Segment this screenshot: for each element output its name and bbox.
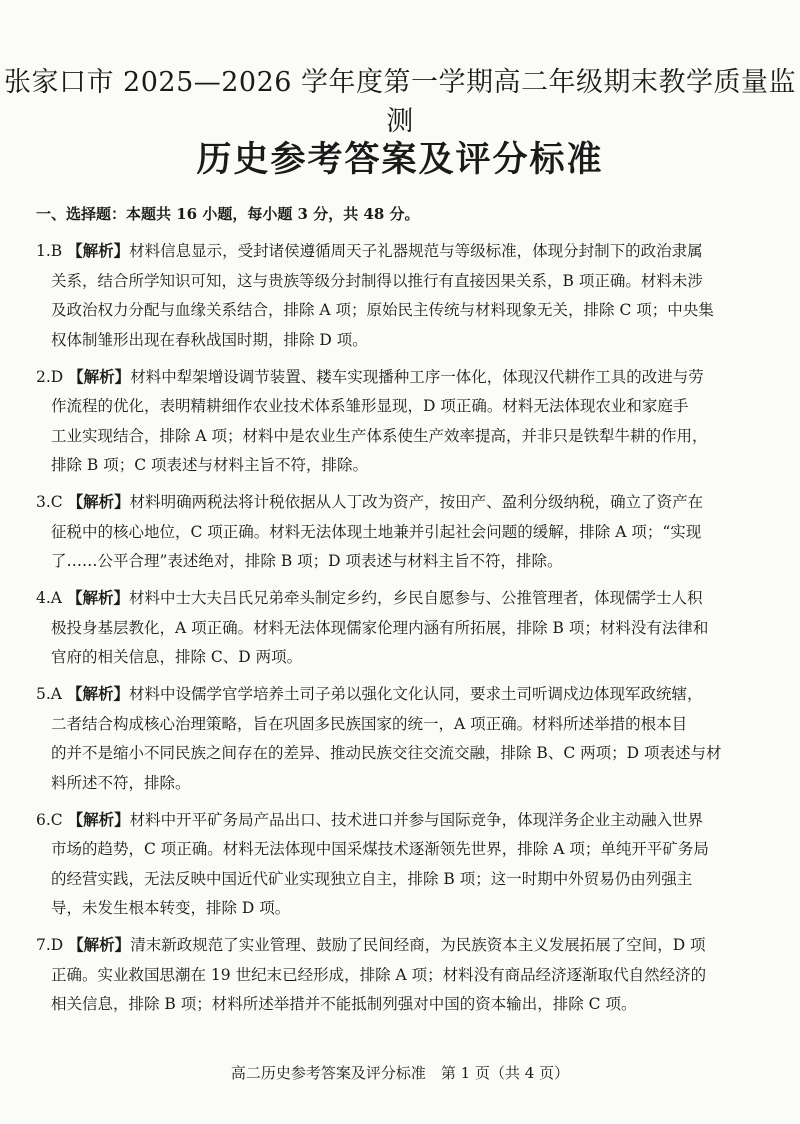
analysis-line: 了……公平合理”表述绝对，排除 B 项；D 项表述与材料主旨不符，排除。 [51,552,563,570]
answer-choice: C [50,810,63,829]
analysis-tag: 【解析】 [67,241,130,260]
analysis-text: 材料中士大夫吕氏兄弟牵头制定乡约，乡民自愿参与、公推管理者，体现儒学士人积 [128,589,703,607]
analysis-line: 征税中的核心地位，C 项正确。材料无法体现土地兼并引起社会问题的缓解，排除 A 项；“实现 [51,522,702,541]
analysis-line: 相关信息，排除 B 项；材料所述举措并不能抵制列强对中国的资本输出，排除 C 项。 [51,995,637,1013]
analysis-line: 料所述不符，排除。 [51,773,191,792]
analysis-tag: 【解析】 [66,684,129,703]
analysis-tag: 【解析】 [67,492,130,511]
analysis-line: 正确。实业救国思潮在 19 世纪末已经形成，排除 A 项；材料没有商品经济逐渐取代自然经济的 [51,965,707,984]
question-number: 5. [36,685,51,703]
analysis-line: 官府的相关信息，排除 C、D 两项。 [51,648,303,666]
question-number: 6. [36,810,51,829]
analysis-text: 材料中开平矿务局产品出口、技术进口并参与国际竞争，体现洋务企业主动融入世界 [129,810,704,829]
question-number: 1. [36,242,51,260]
analysis-line: 及政治权力分配与血缘关系结合，排除 A 项；原始民主传统与材料现象无关，排除 C 项；中央集 [51,301,714,319]
question-number: 2. [36,367,51,386]
analysis-line: 关系，结合所学知识可知，这与贵族等级分封制得以推行有直接因果关系，B 项正确。材料未涉 [51,271,703,290]
answer-choice: A [50,589,62,607]
answer-choice: D [50,367,64,386]
analysis-line: 工业实现结合，排除 A 项；材料中是农业生产体系使生产效率提高，并非只是铁犁牛耕的作用， [51,426,708,445]
question-number: 4. [36,589,51,607]
analysis-line: 极投身基层教化，A 项正确。材料无法体现儒家伦理内涵有所拓展，排除 B 项；材料没有法律和 [51,618,709,637]
analysis-line: 市场的趋势，C 项正确。材料无法体现中国采煤技术逐渐领先世界，排除 A 项；单纯开平矿务局 [51,840,709,858]
analysis-tag: 【解析】 [68,935,131,954]
answer-item [36,679,766,798]
answer-choice: C [50,493,63,511]
analysis-line: 的并不是缩小不同民族之间存在的差异、推动民族交往交流交融，排除 B、C 两项；D 项表述与材 [51,744,722,762]
analysis-text: 材料明确两税法将计税依据从人丁改为资产，按田产、盈利分级纳税，确立了资产在 [129,493,704,511]
question-number: 3. [36,493,51,511]
analysis-line: 的经营实践，无法反映中国近代矿业实现独立自主，排除 B 项；这一时期中外贸易仍由列强主 [51,869,693,888]
analysis-line: 排除 B 项；C 项表述与材料主旨不符，排除。 [51,456,369,474]
analysis-line: 权体制雏形出现在春秋战国时期，排除 D 项。 [51,330,368,349]
answer-item [36,362,766,481]
answer-item [36,236,766,355]
answer-item [36,805,766,924]
answer-choice: B [50,242,63,260]
question-number: 7. [36,936,51,954]
answer-item [36,930,766,1020]
analysis-tag: 【解析】 [66,588,129,607]
analysis-line: 导，未发生根本转变，排除 D 项。 [51,899,291,917]
section-heading: 一、选择题：本题共 16 小题，每小题 3 分，共 48 分。 [36,205,420,223]
analysis-line: 二者结合构成核心治理策略，旨在巩固多民族国家的统一，A 项正确。材料所述举措的根本目 [51,714,688,733]
analysis-line: 作流程的优化，表明精耕细作农业技术体系雏形显现，D 项正确。材料无法体现农业和家庭手 [51,397,689,415]
analysis-text: 材料中犁架增设调节装置、耧车实现播种工序一体化，体现汉代耕作工具的改进与劳 [130,367,704,386]
answer-list [36,236,766,1026]
analysis-text: 材料中设儒学官学培养土司子弟以强化文化认同，要求土司听调戍边体现军政统辖， [128,685,703,703]
answer-item [36,583,766,673]
analysis-text: 清末新政规范了实业管理、鼓励了民间经商，为民族资本主义发展拓展了空间，D 项 [130,936,706,954]
exam-title: 张家口市 2025—2026 学年度第一学期高二年级期末教学质量监测 [3,67,797,137]
answer-choice: D [50,936,64,954]
analysis-tag: 【解析】 [67,809,130,829]
analysis-text: 材料信息显示，受封诸侯遵循周天子礼器规范与等级标准，体现分封制下的政治隶属 [129,242,703,260]
analysis-tag: 【解析】 [68,366,131,386]
document-title: 历史参考答案及评分标准 [196,139,604,180]
page-footer: 高二历史参考答案及评分标准 第 1 页（共 4 页） [230,1064,570,1082]
answer-item [36,487,766,577]
answer-choice: A [50,685,62,703]
